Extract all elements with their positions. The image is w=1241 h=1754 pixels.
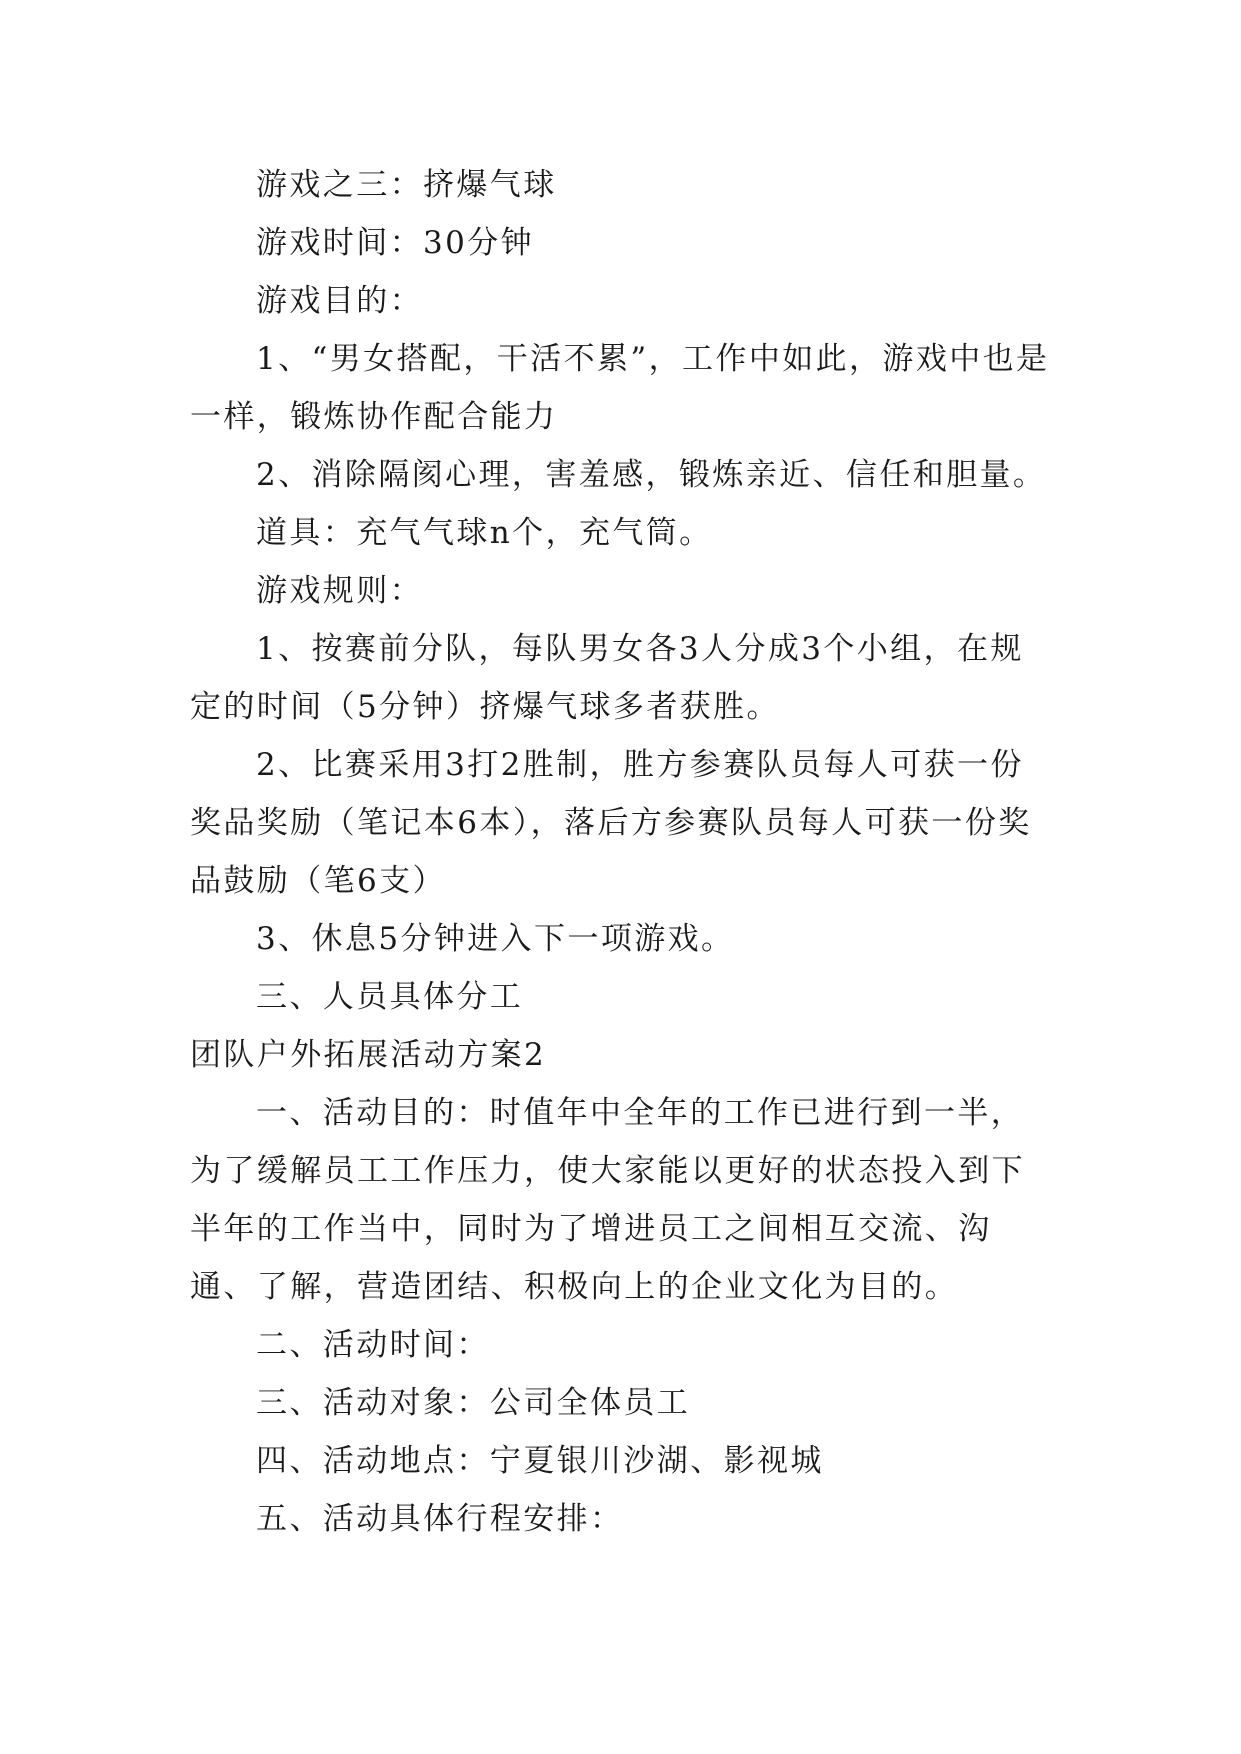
paragraph-activity-location: 四、活动地点：宁夏银川沙湖、影视城	[256, 1443, 824, 1479]
section-title-plan-2: 团队户外拓展活动方案2	[190, 1037, 547, 1073]
paragraph-game3-title: 游戏之三：挤爆气球	[256, 167, 557, 203]
paragraph-purpose-2: 2、消除隔阂心理，害羞感，锻炼亲近、信任和胆量。	[256, 457, 1047, 493]
paragraph-purpose-1: 1、“男女搭配，干活不累”，工作中如此，游戏中也是一样，锻炼协作配合能力	[190, 341, 1050, 435]
paragraph-rule-3: 3、休息5分钟进入下一项游戏。	[256, 921, 735, 957]
document-body	[190, 156, 1052, 1548]
paragraph-activity-purpose: 一、活动目的：时值年中全年的工作已进行到一半，为了缓解员工工作压力，使大家能以更好的状态投入到下半年的工作当中，同时为了增进员工之间相互交流、沟通、了解，营造团结、积极向上的企业文化为目的。	[190, 1095, 1025, 1305]
paragraph-rules-heading: 游戏规则：	[256, 573, 423, 609]
paragraph-rule-1: 1、按赛前分队，每队男女各3人分成3个小组，在规定的时间（5分钟）挤爆气球多者获胜。	[190, 631, 1024, 725]
paragraph-game-time: 游戏时间：30分钟	[256, 225, 535, 261]
paragraph-props: 道具：充气气球n个，充气筒。	[256, 515, 713, 551]
paragraph-activity-schedule: 五、活动具体行程安排：	[256, 1501, 624, 1537]
paragraph-rule-2: 2、比赛采用3打2胜制，胜方参赛队员每人可获一份奖品奖励（笔记本6本），落后方参赛队员每人可获一份奖品鼓励（笔6支）	[190, 747, 1032, 899]
paragraph-activity-time: 二、活动时间：	[256, 1327, 490, 1363]
paragraph-staff-division: 三、人员具体分工	[256, 979, 524, 1015]
paragraph-game-purpose-heading: 游戏目的：	[256, 283, 423, 319]
paragraph-activity-target: 三、活动对象：公司全体员工	[256, 1385, 691, 1421]
